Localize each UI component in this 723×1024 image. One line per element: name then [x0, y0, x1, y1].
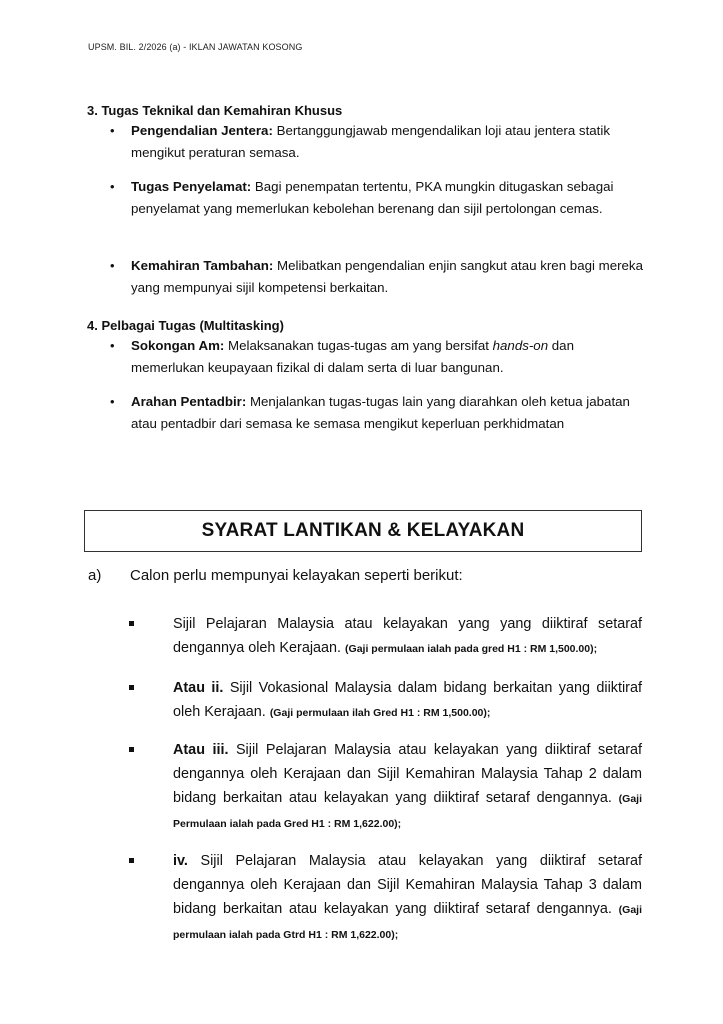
qualification-item [127, 676, 642, 725]
item-text: Menjalankan tugas-tugas lain yang diarahkan oleh ketua jabatan atau pentadbir dari semasa ke semasa mengikut keperluan perkhidmatan [131, 394, 630, 431]
list-item [110, 391, 650, 435]
item-text: Melibatkan pengendalian enjin sangkut atau kren bagi mereka yang mempunyai sijil kompetensi berkaitan. [131, 258, 643, 295]
requirements-title-box [84, 510, 642, 552]
item-label: Tugas Penyelamat: [131, 179, 252, 194]
salary-note: (Gaji Permulaan ialah pada Gred H1 : RM 1,622.00); [173, 793, 642, 830]
square-bullet-icon [129, 621, 134, 626]
item-label: Pengendalian Jentera: [131, 123, 273, 138]
item-text: Melaksanakan tugas-tugas am yang bersifat [224, 338, 493, 353]
section-4-title: 4. Pelbagai Tugas (Multitasking) [87, 318, 284, 333]
requirements-title: SYARAT LANTIKAN & KELAYAKAN [201, 520, 525, 541]
qualification-item [127, 849, 642, 947]
item-a-text: Calon perlu mempunyai kelayakan seperti berikut: [130, 567, 463, 584]
item-text: Bagi penempatan tertentu, PKA mungkin ditugaskan sebagai penyelamat yang memerlukan kebolehan berenang dan sijil pertolongan cemas. [131, 179, 614, 216]
bullet-icon: • [110, 179, 115, 194]
page-header: UPSM. BIL. 2/2026 (a) - IKLAN JAWATAN KOSONG [88, 42, 303, 52]
square-bullet-icon [129, 685, 134, 690]
bullet-icon: • [110, 394, 115, 409]
square-bullet-icon [129, 747, 134, 752]
bullet-icon: • [110, 123, 115, 138]
bullet-icon: • [110, 338, 115, 353]
bullet-icon: • [110, 258, 115, 273]
list-item [110, 255, 650, 299]
section-3-title: 3. Tugas Teknikal dan Kemahiran Khusus [87, 103, 343, 118]
item-label: Arahan Pentadbir: [131, 394, 247, 409]
item-label: Sokongan Am: [131, 338, 225, 353]
item-text: Sijil Pelajaran Malaysia atau kelayakan yang diiktiraf setaraf dengannya oleh Kerajaan dan Sijil Kemahiran Malaysia Tahap 2 dalam bidang berkaitan atau kelayakan yang diiktiraf setaraf dengannya. [173, 742, 642, 806]
list-item [110, 120, 650, 164]
item-text: Sijil Vokasional Malaysia dalam bidang berkaitan yang diiktiraf oleh Kerajaan. [173, 680, 642, 720]
qualification-item [127, 612, 642, 661]
item-italic: hands-on [492, 338, 549, 353]
item-label: Atau iii. [173, 742, 229, 758]
item-text: Bertanggungjawab mengendalikan loji atau jentera statik mengikut peraturan semasa. [131, 123, 610, 160]
item-a-label: a) [88, 567, 102, 584]
item-text: Sijil Pelajaran Malaysia atau kelayakan yang yang diiktiraf setaraf dengannya oleh Kerajaan. [173, 616, 642, 656]
item-label: Atau ii. [173, 680, 224, 696]
salary-note: (Gaji permulaan ilah Gred H1 : RM 1,500.00); [269, 707, 491, 719]
item-label: iv. [173, 853, 188, 869]
list-item [110, 335, 650, 379]
item-label: Kemahiran Tambahan: [131, 258, 274, 273]
item-text: Sijil Pelajaran Malaysia atau kelayakan yang diiktiraf setaraf dengannya oleh Kerajaan dan Sijil Kemahiran Malaysia Tahap 3 dalam bidang berkaitan atau kelayakan yang diiktiraf setaraf dengannya. [173, 853, 642, 917]
qualification-item [127, 738, 642, 836]
salary-note: (Gaji permulaan ialah pada Gtrd H1 : RM 1,622.00); [173, 904, 642, 941]
item-text: dan memerlukan keupayaan fizikal di dalam serta di luar bangunan. [131, 338, 574, 375]
list-item [110, 176, 650, 220]
salary-note: (Gaji permulaan ialah pada gred H1 : RM 1,500.00); [345, 643, 598, 655]
square-bullet-icon [129, 858, 134, 863]
